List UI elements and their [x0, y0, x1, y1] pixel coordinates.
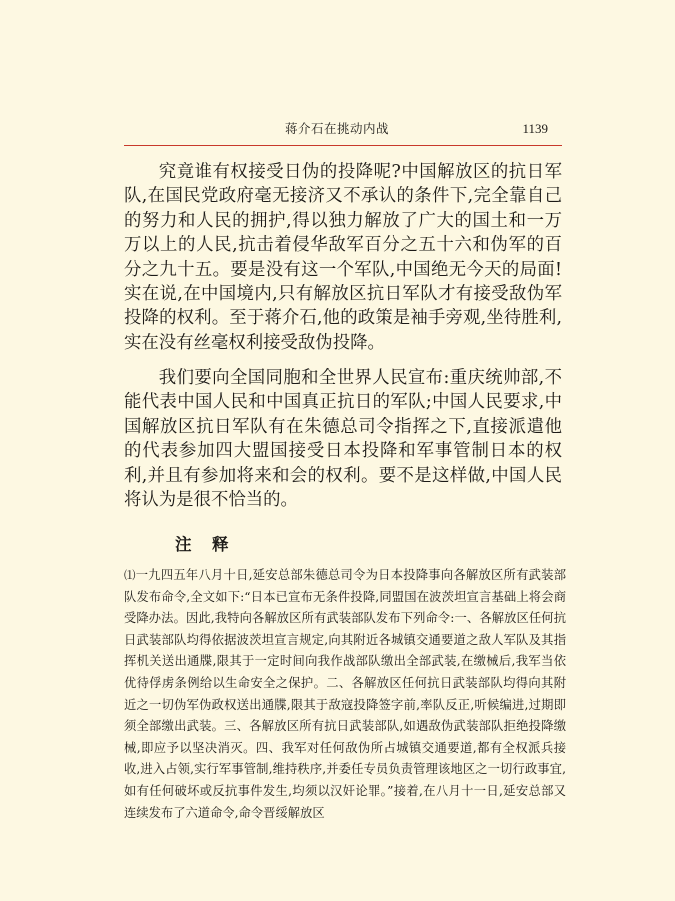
note-marker: ⑴: [124, 568, 136, 582]
running-header-title: 蒋介石在挑动内战: [284, 121, 389, 136]
note-item: [124, 565, 566, 824]
notes-heading: 注 释: [175, 535, 231, 554]
header-rule: [124, 145, 562, 146]
body-paragraph: 究竟谁有权接受日伪的投降呢?中国解放区的抗日军队,在国民党政府毫无接济又不承认的条件下,完全靠自己的努力和人民的拥护,得以独力解放了广大的国土和一万万以上的人民,抗击着侵华敌军百分之五十六和伪军的百分之九十五。要是没有这一个军队,中国绝无今天的局面!实在说,在中国境内,只有解放区抗日军队才有接受敌伪军投降的权利。至于蒋介石,他的政策是袖手旁观,坐待胜利,实在没有丝毫权利接受敌伪投降。: [124, 162, 562, 353]
page-number: 1139: [522, 121, 548, 136]
body-paragraph: 我们要向全国同胞和全世界人民宣布:重庆统帅部,不能代表中国人民和中国真正抗日的军队;中国人民要求,中国解放区抗日军队有在朱德总司令指挥之下,直接派遣他的代表参加四大盟国接受日本投降和军事管制日本的权利,并且有参加将来和会的权利。要不是这样做,中国人民将认为是很不恰当的。: [124, 368, 562, 511]
note-text: 一九四五年八月十日,延安总部朱德总司令为日本投降事向各解放区所有武装部队发布命令,全文如下:“日本已宣布无条件投降,同盟国在波茨坦宣言基础上将会商受降办法。因此,我特向各解放区所有武装部队发布下列命令:一、各解放区任何抗日武装部队均得依据波茨坦宣言规定,向其附近各城镇交通要道之敌人军队及其指挥机关送出通牒,限其于一定时间向我作战部队缴出全部武装,在缴械后,我军当依优待俘虏条例给以生命安全之保护。二、各解放区任何抗日武装部队均得向其附近之一切伪军伪政权送出通牒,限其于敌寇投降签字前,率队反正,听候编进,过期即须全部缴出武装。三、各解放区所有抗日武装部队,如遇敌伪武装部队拒绝投降缴械,即应予以坚决消灭。四、我军对任何敌伪所占城镇交通要道,都有全权派兵接收,进入占领,实行军事管制,维持秩序,并委任专员负责管理该地区之一切行政事宜,如有任何破坏或反抗事件发生,均须以汉奸论罪。”接着,在八月十一日,延安总部又连续发布了六道命令,命令晋绥解放区: [124, 568, 566, 820]
